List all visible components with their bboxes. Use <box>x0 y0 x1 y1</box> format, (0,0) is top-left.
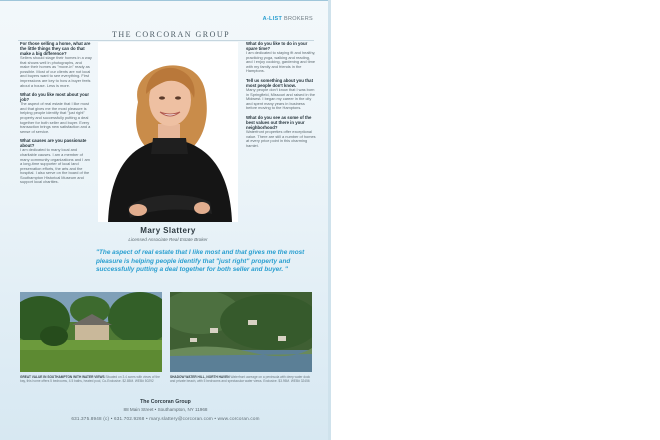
qa-question: What do you like to do in your spare time? <box>246 41 308 51</box>
agent-portrait <box>98 42 238 222</box>
caption-text: Waterfront acreage on a peninsula with deep water dock and private beach, with 5 bedrooms and spectacular water views. Exclusive. $3.95M. WEB# 32456 <box>170 375 311 383</box>
brand-heading: THE CORCORAN GROUP <box>112 30 231 39</box>
agent-name: Mary Slattery <box>140 226 196 235</box>
portrait-image <box>98 42 238 222</box>
qa-answer: Waterfront properties offer exceptional value. There are still a number of homes at every price point in this charming hamlet. <box>246 128 316 148</box>
footer-contact: 631.375.8948 (c) • 631.702.9268 • mary.slattery@corcoran.com • www.corcoran.com <box>71 416 260 421</box>
pull-quote: "The aspect of real estate that I like most and that gives me the most pleasure is helping people identify that "just right" property and successfully putting a deal together for both seller and buyer. " <box>96 249 305 274</box>
caption-lead: GREAT VALUE IN SOUTHAMPTON WITH WATER VIEWS <box>20 375 105 379</box>
qa-answer: Many people don't know that I was born in Springfield, Missouri and raised in the Midwest. I began my career in the city and spent many years in business before moving to the Hamptons. <box>246 86 315 111</box>
house-photo-graphic <box>20 292 162 372</box>
section-tag-highlight: A-LIST <box>262 16 283 22</box>
right-qa-column <box>246 41 316 148</box>
caption-text: Situated on 3.4 acres with views of the bay, this home offers 5 bedrooms, 4.5 baths, heated pool, Co-Exclusive. $2.85M. WEB# 50292 <box>20 375 160 383</box>
qa-question: Tell us something about you that most people don't know. <box>246 77 314 88</box>
qa-answer: Sellers should stage their homes in a way that shows well in photographs, and make their homes as "move-in" ready as possible. Most of our clients are not local and buyers want to see everything. First impressions are key to how a buyer feels about a house. Less is more. <box>20 55 92 88</box>
photo-caption <box>20 375 162 383</box>
footer-address: 88 Main Street • Southampton, NY 11968 <box>123 407 208 412</box>
property-photo-house <box>20 292 162 372</box>
property-photo-aerial <box>170 292 312 372</box>
qa-question: What do you like most about your job? <box>20 92 89 103</box>
agent-title: Licensed Associate Real Estate Broker <box>128 237 208 242</box>
qa-answer: I am dedicated to many local and charitable causes. I am a member of many community organizations and I am a long-time supporter of local land preservation efforts, the arts and the hospital. I also serve on the board of the Southampton Historical Museum and support local charities. <box>20 147 90 185</box>
footer-firm: The Corcoran Group <box>140 399 191 405</box>
section-tag-label: BROKERS <box>284 16 313 22</box>
qa-question: What causes are you passionate about? <box>20 138 87 149</box>
section-tag <box>263 16 313 22</box>
qa-question: What do you see as some of the best values out there in your neighborhood? <box>246 114 312 130</box>
qa-answer: The aspect of real estate that I like most and that gives me the most pleasure is helping people identify that "just right" property and successfully putting a deal together for both seller and buyer. Every transaction brings new satisfaction and a sense of service. <box>20 101 91 134</box>
aerial-photo-graphic <box>170 292 312 372</box>
caption-lead: SHADOW WATER HILL, NORTH HAVEN <box>170 375 230 379</box>
qa-answer: I am dedicated to staying fit and healthy, practicing yoga, walking and reading, and I enjoy cooking, gardening and time with my family and friends in the Hamptons. <box>246 50 316 74</box>
qa-question: For those selling a home, what are the little things they can do that make a big difference? <box>20 41 91 56</box>
left-qa-column <box>20 41 92 185</box>
photo-caption <box>170 375 312 383</box>
top-rule <box>0 0 331 1</box>
